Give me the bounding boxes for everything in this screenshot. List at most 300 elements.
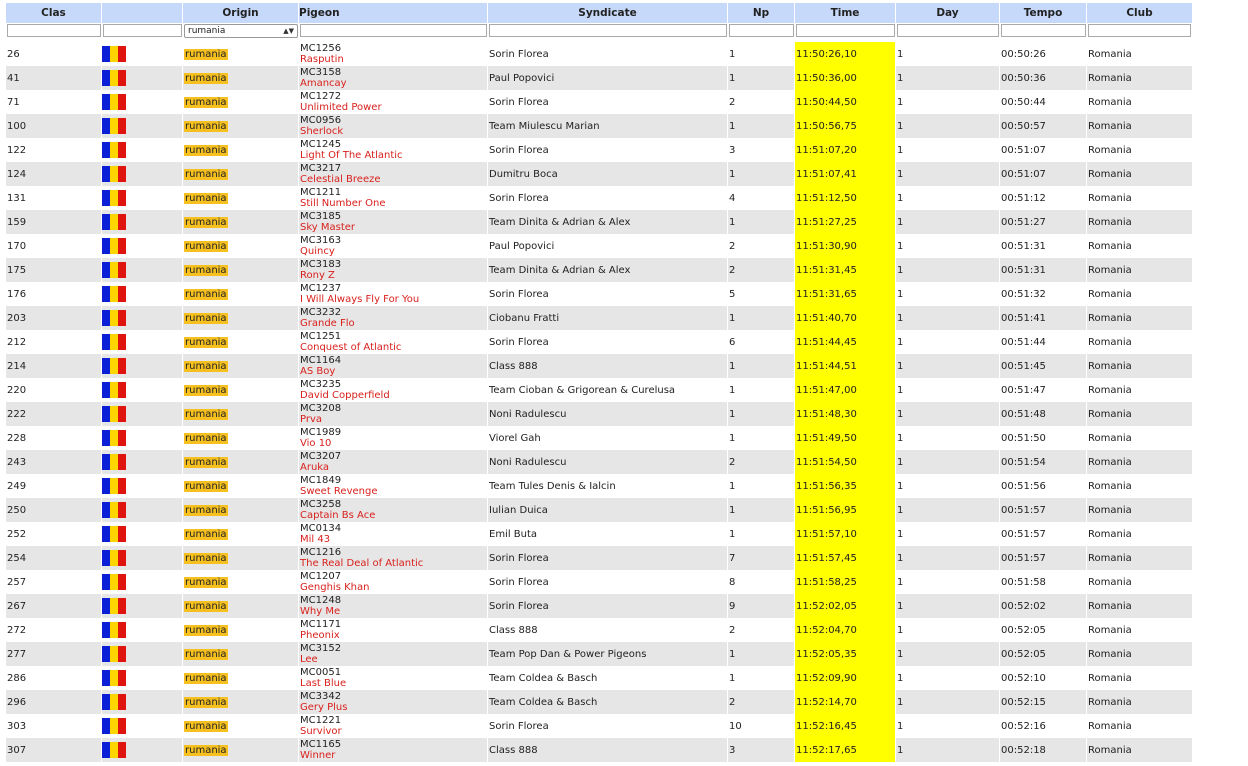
day-filter-input[interactable] [897, 24, 999, 37]
club-cell: Romania [1088, 672, 1132, 684]
flag-cell [102, 450, 183, 474]
pigeon-name-link[interactable]: Last Blue [300, 678, 347, 689]
table-row[interactable] [6, 282, 1192, 306]
table-row[interactable] [6, 594, 1192, 618]
origin-highlight: rumania [185, 696, 227, 708]
origin-highlight: rumania [185, 72, 227, 84]
romania-flag-icon [102, 646, 126, 662]
pigeon-name-link[interactable]: Celestial Breeze [300, 174, 381, 185]
origin-highlight: rumania [185, 648, 227, 660]
club-cell: Romania [1088, 120, 1132, 132]
origin-highlight: rumania [185, 576, 227, 588]
time-cell: 11:52:05,35 [795, 642, 896, 666]
syndicate-cell: Team Tules Denis & Ialcin [488, 474, 728, 498]
origin-highlight: rumania [185, 528, 227, 540]
flag-cell [102, 690, 183, 714]
clas-cell: 228 [6, 426, 102, 450]
day-cell: 1 [896, 42, 1000, 66]
pigeon-cell [299, 162, 488, 186]
time-cell: 11:51:57,10 [795, 522, 896, 546]
table-row[interactable] [6, 498, 1192, 522]
clas-cell: 26 [6, 42, 102, 66]
day-cell: 1 [896, 114, 1000, 138]
day-cell: 1 [896, 618, 1000, 642]
results-table [6, 3, 1192, 762]
time-cell: 11:52:17,65 [795, 738, 896, 762]
origin-highlight: rumania [185, 600, 227, 612]
pigeon-name-link[interactable]: Winner [300, 750, 336, 761]
origin-cell [183, 378, 299, 402]
table-row[interactable] [6, 234, 1192, 258]
clas-cell: 170 [6, 234, 102, 258]
flag-cell [102, 546, 183, 570]
romania-flag-icon [102, 238, 126, 254]
clas-cell: 267 [6, 594, 102, 618]
clas-cell: 249 [6, 474, 102, 498]
origin-cell [183, 42, 299, 66]
pigeon-name-link[interactable]: Gery Plus [300, 702, 348, 713]
flag-filter-input[interactable] [103, 24, 182, 37]
romania-flag-icon [102, 454, 126, 470]
syndicate-cell: Dumitru Boca [488, 162, 728, 186]
clas-cell: 303 [6, 714, 102, 738]
tempo-cell: 00:51:44 [1000, 330, 1087, 354]
np-cell: 7 [728, 546, 795, 570]
pigeon-cell [299, 306, 488, 330]
time-cell: 11:52:02,05 [795, 594, 896, 618]
romania-flag-icon [102, 406, 126, 422]
time-filter-input[interactable] [796, 24, 895, 37]
time-cell: 11:50:44,50 [795, 90, 896, 114]
np-cell: 4 [728, 186, 795, 210]
tempo-cell: 00:51:41 [1000, 306, 1087, 330]
pigeon-name-link[interactable]: Survivor [300, 726, 342, 737]
origin-cell [183, 426, 299, 450]
column-header-syndicate[interactable]: Syndicate [488, 3, 728, 23]
time-cell: 11:50:26,10 [795, 42, 896, 66]
time-cell: 11:51:44,45 [795, 330, 896, 354]
table-row[interactable] [6, 162, 1192, 186]
clas-filter-input[interactable] [7, 24, 101, 37]
column-header-clas[interactable]: Clas [6, 3, 102, 23]
np-cell: 2 [728, 618, 795, 642]
pigeon-cell [299, 402, 488, 426]
syndicate-cell: Sorin Florea [488, 138, 728, 162]
column-header-np[interactable]: Np [728, 3, 795, 23]
origin-cell [183, 522, 299, 546]
club-cell: Romania [1088, 624, 1132, 636]
pigeon-cell [299, 354, 488, 378]
clas-cell: 41 [6, 66, 102, 90]
time-cell: 11:51:30,90 [795, 234, 896, 258]
table-row[interactable] [6, 402, 1192, 426]
tempo-cell: 00:50:26 [1000, 42, 1087, 66]
pigeon-ring-number: MC3208 [300, 403, 342, 414]
pigeon-cell [299, 426, 488, 450]
time-cell: 11:51:58,25 [795, 570, 896, 594]
pigeon-ring-number: MC3158 [300, 67, 342, 78]
table-row[interactable] [6, 474, 1192, 498]
romania-flag-icon [102, 358, 126, 374]
origin-highlight: rumania [185, 264, 227, 276]
np-cell: 1 [728, 306, 795, 330]
pigeon-name-link[interactable]: Quincy [300, 246, 335, 257]
flag-cell [102, 210, 183, 234]
origin-cell [183, 570, 299, 594]
table-row[interactable] [6, 306, 1192, 330]
pigeon-cell [299, 666, 488, 690]
syndicate-cell: Sorin Florea [488, 330, 728, 354]
pigeon-name-link[interactable]: Amancay [300, 78, 347, 89]
romania-flag-icon [102, 574, 126, 590]
tempo-cell: 00:50:44 [1000, 90, 1087, 114]
syndicate-cell: Noni Radulescu [488, 450, 728, 474]
syndicate-cell: Class 888 [488, 354, 728, 378]
day-cell: 1 [896, 498, 1000, 522]
origin-filter-select[interactable] [184, 24, 298, 38]
time-cell: 11:51:31,45 [795, 258, 896, 282]
origin-highlight: rumania [185, 168, 227, 180]
flag-cell [102, 42, 183, 66]
syndicate-cell: Emil Buta [488, 522, 728, 546]
club-cell: Romania [1088, 48, 1132, 60]
syndicate-cell: Sorin Florea [488, 570, 728, 594]
table-row[interactable] [6, 186, 1192, 210]
table-row[interactable] [6, 90, 1192, 114]
column-header-time[interactable]: Time [795, 3, 896, 23]
flag-cell [102, 354, 183, 378]
np-cell: 2 [728, 234, 795, 258]
romania-flag-icon [102, 598, 126, 614]
day-cell: 1 [896, 378, 1000, 402]
table-row[interactable] [6, 354, 1192, 378]
club-cell: Romania [1088, 696, 1132, 708]
origin-cell [183, 618, 299, 642]
flag-cell [102, 642, 183, 666]
np-cell: 10 [728, 714, 795, 738]
pigeon-name-link[interactable]: Why Me [300, 606, 341, 617]
np-cell: 1 [728, 666, 795, 690]
pigeon-ring-number: MC1171 [300, 619, 342, 630]
tempo-cell: 00:51:57 [1000, 546, 1087, 570]
club-cell: Romania [1088, 288, 1132, 300]
pigeon-ring-number: MC3152 [300, 643, 342, 654]
clas-cell: 212 [6, 330, 102, 354]
table-row[interactable] [6, 522, 1192, 546]
column-header-tempo[interactable]: Tempo [1000, 3, 1087, 23]
day-cell: 1 [896, 594, 1000, 618]
clas-cell: 254 [6, 546, 102, 570]
pigeon-name-link[interactable]: Prva [300, 414, 323, 425]
pigeon-name-link[interactable]: Vio 10 [300, 438, 332, 449]
tempo-cell: 00:52:02 [1000, 594, 1087, 618]
pigeon-name-link[interactable]: Genghis Khan [300, 582, 370, 593]
origin-cell [183, 666, 299, 690]
table-row[interactable] [6, 138, 1192, 162]
select-arrows-icon: ▲▼ [283, 27, 294, 35]
np-cell: 1 [728, 210, 795, 234]
origin-cell [183, 474, 299, 498]
time-cell: 11:51:12,50 [795, 186, 896, 210]
origin-cell [183, 498, 299, 522]
day-cell: 1 [896, 546, 1000, 570]
pigeon-ring-number: MC1248 [300, 595, 342, 606]
day-cell: 1 [896, 66, 1000, 90]
tempo-cell: 00:51:12 [1000, 186, 1087, 210]
table-row[interactable] [6, 714, 1192, 738]
pigeon-cell [299, 258, 488, 282]
flag-cell [102, 426, 183, 450]
pigeon-name-link[interactable]: The Real Deal of Atlantic [300, 558, 424, 569]
np-filter-input[interactable] [729, 24, 794, 37]
origin-cell [183, 114, 299, 138]
club-filter-input[interactable] [1088, 24, 1191, 37]
origin-highlight: rumania [185, 504, 227, 516]
flag-cell [102, 186, 183, 210]
table-row[interactable] [6, 546, 1192, 570]
pigeon-ring-number: MC0051 [300, 667, 342, 678]
flag-cell [102, 498, 183, 522]
pigeon-ring-number: MC1256 [300, 43, 342, 54]
syndicate-cell: Team Cioban & Grigorean & Curelusa [488, 378, 728, 402]
pigeon-cell [299, 738, 488, 762]
romania-flag-icon [102, 286, 126, 302]
np-cell: 6 [728, 330, 795, 354]
pigeon-ring-number: MC1207 [300, 571, 342, 582]
column-header-club[interactable]: Club [1087, 3, 1192, 23]
time-cell: 11:51:44,51 [795, 354, 896, 378]
table-row[interactable] [6, 114, 1192, 138]
flag-cell [102, 258, 183, 282]
club-cell: Romania [1088, 528, 1132, 540]
pigeon-name-link[interactable]: Sweet Revenge [300, 486, 378, 497]
pigeon-name-link[interactable]: Captain Bs Ace [300, 510, 376, 521]
club-cell: Romania [1088, 360, 1132, 372]
table-header [6, 3, 1192, 23]
tempo-cell: 00:51:50 [1000, 426, 1087, 450]
flag-cell [102, 138, 183, 162]
syndicate-cell: Class 888 [488, 738, 728, 762]
clas-cell: 296 [6, 690, 102, 714]
day-cell: 1 [896, 426, 1000, 450]
clas-cell: 243 [6, 450, 102, 474]
origin-highlight: rumania [185, 120, 227, 132]
pigeon-ring-number: MC0956 [300, 115, 342, 126]
flag-cell [102, 282, 183, 306]
time-cell: 11:51:57,45 [795, 546, 896, 570]
clas-cell: 71 [6, 90, 102, 114]
np-cell: 1 [728, 426, 795, 450]
np-cell: 1 [728, 498, 795, 522]
flag-cell [102, 114, 183, 138]
table-row[interactable] [6, 618, 1192, 642]
origin-cell [183, 546, 299, 570]
table-row[interactable] [6, 210, 1192, 234]
origin-highlight: rumania [185, 744, 227, 756]
pigeon-name-link[interactable]: Mil 43 [300, 534, 331, 545]
day-cell: 1 [896, 690, 1000, 714]
time-cell: 11:51:54,50 [795, 450, 896, 474]
pigeon-name-link[interactable]: Lee [300, 654, 318, 665]
column-header-origin[interactable]: Origin [183, 3, 299, 23]
syndicate-cell: Sorin Florea [488, 90, 728, 114]
np-cell: 1 [728, 474, 795, 498]
origin-cell [183, 186, 299, 210]
flag-cell [102, 474, 183, 498]
pigeon-cell [299, 282, 488, 306]
club-cell: Romania [1088, 264, 1132, 276]
pigeon-ring-number: MC1272 [300, 91, 342, 102]
time-cell: 11:51:31,65 [795, 282, 896, 306]
pigeon-ring-number: MC3207 [300, 451, 342, 462]
origin-cell [183, 66, 299, 90]
tempo-cell: 00:51:57 [1000, 498, 1087, 522]
table-row[interactable] [6, 738, 1192, 762]
origin-cell [183, 138, 299, 162]
flag-cell [102, 666, 183, 690]
pigeon-name-link[interactable]: I Will Always Fly For You [300, 294, 420, 305]
romania-flag-icon [102, 214, 126, 230]
pigeon-name-link[interactable]: Rasputin [300, 54, 344, 65]
pigeon-ring-number: MC1211 [300, 187, 342, 198]
pigeon-name-link[interactable]: Conquest of Atlantic [300, 342, 402, 353]
syndicate-cell: Team Pop Dan & Power Pigeons [488, 642, 728, 666]
origin-cell [183, 210, 299, 234]
column-header-day[interactable]: Day [896, 3, 1000, 23]
tempo-cell: 00:51:54 [1000, 450, 1087, 474]
pigeon-name-link[interactable]: Pheonix [300, 630, 340, 641]
origin-highlight: rumania [185, 96, 227, 108]
clas-cell: 176 [6, 282, 102, 306]
romania-flag-icon [102, 94, 126, 110]
np-cell: 1 [728, 402, 795, 426]
time-cell: 11:50:56,75 [795, 114, 896, 138]
club-cell: Romania [1088, 336, 1132, 348]
romania-flag-icon [102, 742, 126, 758]
tempo-cell: 00:51:58 [1000, 570, 1087, 594]
table-row[interactable] [6, 42, 1192, 66]
romania-flag-icon [102, 526, 126, 542]
syndicate-cell: Sorin Florea [488, 282, 728, 306]
origin-highlight: rumania [185, 336, 227, 348]
pigeon-cell [299, 594, 488, 618]
table-row[interactable] [6, 66, 1192, 90]
day-cell: 1 [896, 258, 1000, 282]
clas-cell: 175 [6, 258, 102, 282]
time-cell: 11:51:07,41 [795, 162, 896, 186]
pigeon-ring-number: MC1245 [300, 139, 342, 150]
table-row[interactable] [6, 426, 1192, 450]
table-row[interactable] [6, 570, 1192, 594]
day-cell: 1 [896, 162, 1000, 186]
np-cell: 5 [728, 282, 795, 306]
tempo-cell: 00:52:10 [1000, 666, 1087, 690]
pigeon-cell [299, 330, 488, 354]
syndicate-cell: Viorel Gah [488, 426, 728, 450]
origin-cell [183, 258, 299, 282]
syndicate-cell: Team Coldea & Basch [488, 690, 728, 714]
table-row[interactable] [6, 330, 1192, 354]
syndicate-cell: Ciobanu Fratti [488, 306, 728, 330]
pigeon-cell [299, 234, 488, 258]
pigeon-name-link[interactable]: Light Of The Atlantic [300, 150, 403, 161]
pigeon-name-link[interactable]: Still Number One [300, 198, 386, 209]
pigeon-cell [299, 42, 488, 66]
clas-cell: 159 [6, 210, 102, 234]
origin-highlight: rumania [185, 48, 227, 60]
table-row[interactable] [6, 642, 1192, 666]
table-row[interactable] [6, 450, 1192, 474]
pigeon-cell [299, 474, 488, 498]
pigeon-name-link[interactable]: Sherlock [300, 126, 344, 137]
pigeon-name-link[interactable]: Unlimited Power [300, 102, 382, 113]
pigeon-name-link[interactable]: Aruka [300, 462, 330, 473]
tempo-cell: 00:52:16 [1000, 714, 1087, 738]
pigeon-name-link[interactable]: Rony Z [300, 270, 335, 281]
pigeon-name-link[interactable]: Grande Flo [300, 318, 355, 329]
club-cell: Romania [1088, 744, 1132, 756]
np-cell: 1 [728, 522, 795, 546]
table-row[interactable] [6, 666, 1192, 690]
origin-highlight: rumania [185, 408, 227, 420]
pigeon-name-link[interactable]: AS Boy [300, 366, 336, 377]
column-header-pigeon[interactable]: Pigeon [299, 3, 488, 23]
flag-cell [102, 306, 183, 330]
flag-cell [102, 162, 183, 186]
np-cell: 1 [728, 354, 795, 378]
origin-highlight: rumania [185, 672, 227, 684]
club-cell: Romania [1088, 240, 1132, 252]
club-cell: Romania [1088, 384, 1132, 396]
np-cell: 2 [728, 690, 795, 714]
clas-cell: 122 [6, 138, 102, 162]
pigeon-cell [299, 66, 488, 90]
table-row[interactable] [6, 258, 1192, 282]
pigeon-name-link[interactable]: Sky Master [300, 222, 356, 233]
pigeon-cell [299, 546, 488, 570]
day-cell: 1 [896, 474, 1000, 498]
romania-flag-icon [102, 670, 126, 686]
pigeon-name-link[interactable]: David Copperfield [300, 390, 390, 401]
table-body [6, 42, 1192, 762]
origin-highlight: rumania [185, 312, 227, 324]
clas-cell: 277 [6, 642, 102, 666]
syndicate-cell: Sorin Florea [488, 594, 728, 618]
time-cell: 11:52:04,70 [795, 618, 896, 642]
tempo-filter-input[interactable] [1001, 24, 1086, 37]
origin-highlight: rumania [185, 144, 227, 156]
club-cell: Romania [1088, 600, 1132, 612]
np-cell: 1 [728, 642, 795, 666]
flag-cell [102, 234, 183, 258]
tempo-cell: 00:51:45 [1000, 354, 1087, 378]
syndicate-filter-input[interactable] [489, 24, 727, 37]
origin-cell [183, 738, 299, 762]
romania-flag-icon [102, 382, 126, 398]
pigeon-filter-input[interactable] [300, 24, 487, 37]
pigeon-cell [299, 522, 488, 546]
club-cell: Romania [1088, 408, 1132, 420]
pigeon-cell [299, 138, 488, 162]
table-row[interactable] [6, 690, 1192, 714]
day-cell: 1 [896, 234, 1000, 258]
romania-flag-icon [102, 430, 126, 446]
club-cell: Romania [1088, 96, 1132, 108]
clas-cell: 257 [6, 570, 102, 594]
tempo-cell: 00:52:05 [1000, 642, 1087, 666]
origin-highlight: rumania [185, 288, 227, 300]
table-row[interactable] [6, 378, 1192, 402]
